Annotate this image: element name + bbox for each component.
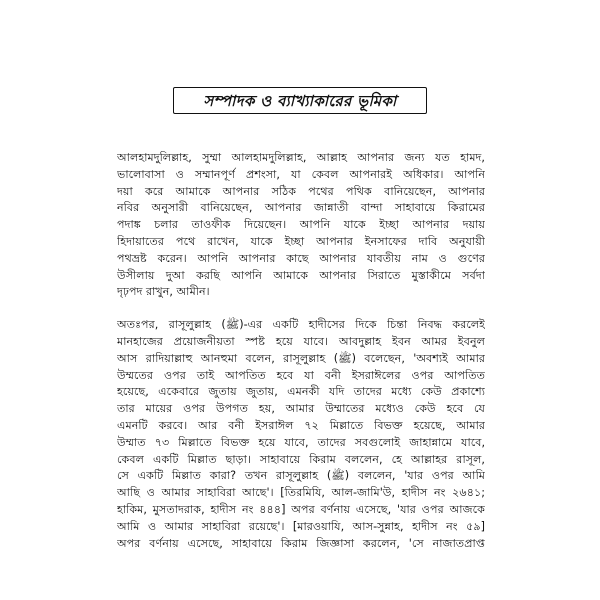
- text-line: উম্মতের ওপর তাই আপতিত হবে যা বনী ইসরাঈলের ওপর আপতিত: [117, 368, 485, 382]
- text-line: সে একটি মিল্লাত কারা? তখন রাসূলুল্লাহ (ﷺ) বললেন, 'যার ওপর আমি: [117, 469, 485, 483]
- text-line: অপর বর্ণনায় এসেছে, সাহাবায়ে কিরাম জিজ্ঞাসা করলেন, 'সে নাজাতপ্রাপ্ত: [117, 536, 485, 550]
- text-line: তার মায়ের ওপর উপগত হয়, আমার উম্মাতের মধ্যেও কেউ হবে যে: [117, 402, 485, 416]
- text-line: ভালোবাসা ও সম্মানপূর্ণ প্রশংসা, যা কেবল আপনারই অধিকার। আপনি: [117, 167, 485, 181]
- text-line: হাকিম, মুসতাদরাক, হাদীস নং ৪৪৪] অপর বর্ণনায় এসেছে, 'যার ওপর আজকে: [117, 502, 485, 516]
- text-line: নবির অনুসারী বানিয়েছেন, আপনার জান্নাতী বান্দা সাহাবায়ে কিরামের: [117, 201, 485, 215]
- paragraph-hadith: [117, 317, 485, 552]
- text-line: আমি ও আমার সাহাবিরা রয়েছে'। [মারওয়াযি, আস-সুন্নাহ, হাদীস নং ৫৯]: [117, 519, 485, 533]
- text-line: উম্মাত ৭৩ মিল্লাতে বিভক্ত হয়ে যাবে, তাদের সবগুলোই জাহান্নামে যাবে,: [117, 435, 485, 449]
- text-line: আস রাদিয়াল্লাহু আনহুমা বলেন, রাসূলুল্লাহ (ﷺ) বলেছেন, 'অবশ্যই আমার: [117, 351, 485, 365]
- text-line: দয়া করে আমাকে আপনার সঠিক পথের পথিক বানিয়েছেন, আপনার: [117, 184, 485, 198]
- text-line: পথভ্রষ্ট করেন। আপনি আপনার কাছে আপনার যাবতীয় নাম ও গুণের: [117, 251, 485, 265]
- text-line: মানহাজের প্রয়োজনীয়তা স্পষ্ট হয়ে যাবে। আবদুল্লাহ ইবন আমর ইবনুল: [117, 334, 485, 348]
- paragraph-gap: [117, 301, 485, 317]
- text-line: আছি ও আমার সাহাবিরা আছে'। [তিরমিযি, আল-জামি'উ, হাদীস নং ২৬৪১;: [117, 486, 485, 500]
- section-title-box: [173, 82, 427, 120]
- text-line: হয়েছে, একেবারে জুতায় জুতায়, এমনকী যদি তাদের মধ্যে কেউ প্রকাশ্যে: [117, 385, 485, 399]
- text-line: হিদায়াতের পথে রাখেন, যাকে ইচ্ছা আপনার ইনসাফের দাবি অনুযায়ী: [117, 234, 485, 248]
- section-title: সম্পাদক ও ব্যাখ্যাকারের ভূমিকা: [203, 92, 397, 110]
- text-line: অতঃপর, রাসূলুল্লাহ (ﷺ)-এর একটি হাদীসের দিকে চিন্তা নিবদ্ধ করলেই: [117, 318, 485, 332]
- paragraph-intro: [117, 150, 485, 301]
- text-line: আলহামদুলিল্লাহ, সুম্মা আলহামদুলিল্লাহ, আল্লাহ আপনার জন্য যত হামদ,: [117, 151, 485, 164]
- body-text: [117, 150, 485, 552]
- text-line: দৃঢ়পদ রাখুন, আমীন।: [117, 285, 210, 299]
- text-line: পদাঙ্ক চলার তাওফীক দিয়েছেন। আপনি যাকে ইচ্ছা আপনার দয়ায়: [117, 218, 485, 232]
- text-line: উসীলায় দুআ করছি আপনি আমাকে আপনার সিরাতে মুস্তাকীমে সর্বদা: [117, 268, 485, 282]
- text-line: এমনটি করবে। আর বনী ইসরাঈল ৭২ মিল্লাতে বিভক্ত হয়েছে, আমার: [117, 418, 485, 432]
- text-line: কেবল একটি মিল্লাত ছাড়া। সাহাবায়ে কিরাম বললেন, হে আল্লাহর রাসূল,: [117, 452, 485, 466]
